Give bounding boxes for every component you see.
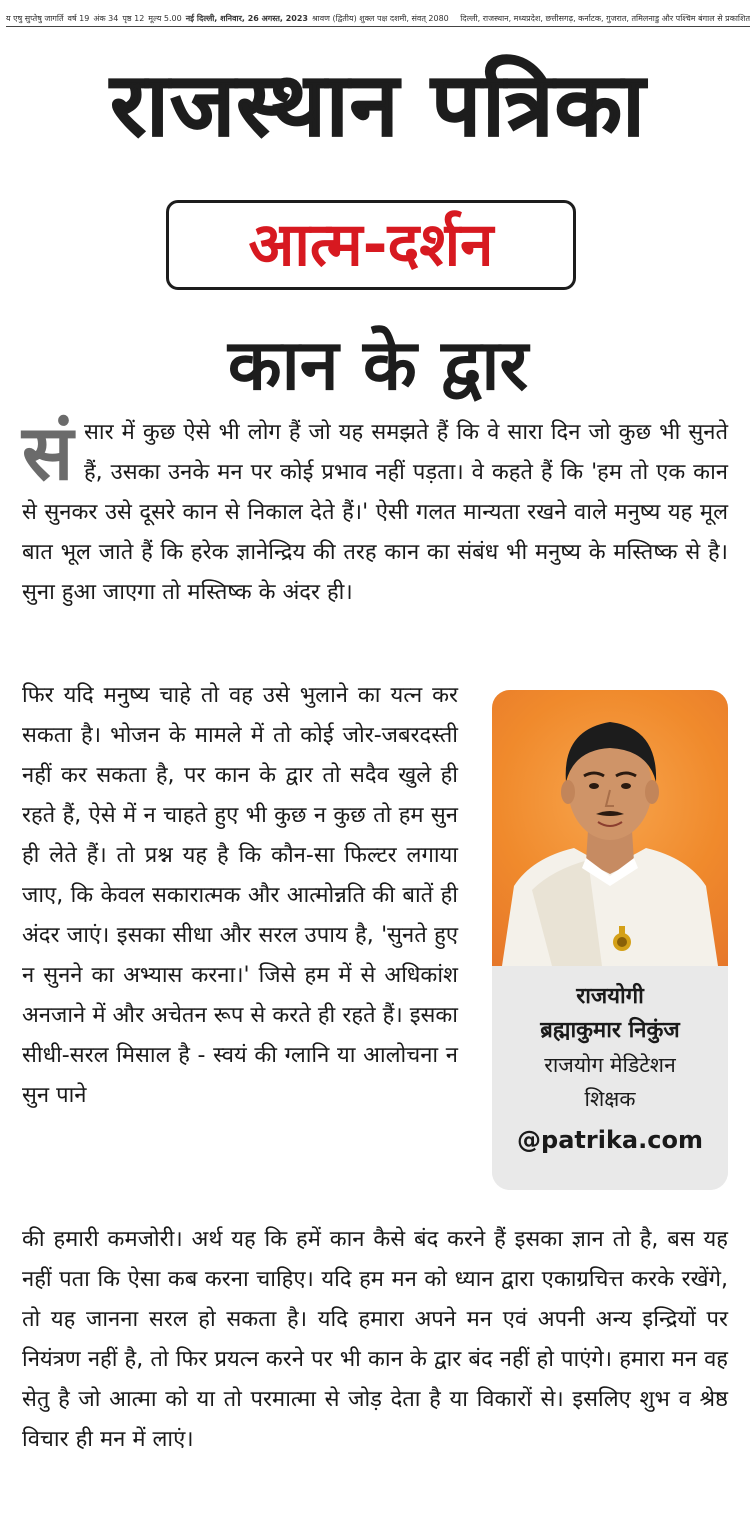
newspaper-masthead: राजस्थान पत्रिका bbox=[110, 53, 646, 156]
dateline-price: मूल्य 5.00 bbox=[148, 13, 182, 23]
author-info bbox=[492, 966, 728, 1190]
intro-paragraph: सार में कुछ ऐसे भी लोग हैं जो यह समझते हैं कि वे सारा दिन जो कुछ भी सुनते हैं, उसका उनके मन पर कोई प्रभाव नहीं पड़ता। वे कहते हैं कि 'हम तो एक कान से सुनकर उसे दूसरे कान से निकाल देते हैं।' ऐसी गलत मान्यता रखने वाले मनुष्य यह मूल बात भूल जाते हैं कि हरेक ज्ञानेन्द्रिय की तरह कान का संबंध भी मनुष्य के मस्तिष्क से है। सुना हुआ जाएगा तो मस्तिष्क के अंदर ही। bbox=[22, 420, 728, 605]
drop-cap: सं bbox=[22, 408, 74, 497]
dateline-issue: अंक 34 bbox=[93, 13, 119, 23]
dateline-calendar: श्रावण (द्वितीय) शुक्ल पक्ष दशमी, संवत् 2080 bbox=[312, 13, 449, 23]
author-portrait bbox=[492, 690, 728, 966]
author-name: ब्रह्माकुमार निकुंज bbox=[540, 1018, 680, 1043]
dateline-regions: दिल्ली, राजस्थान, मध्यप्रदेश, छत्तीसगढ़, कर्नाटक, गुजरात, तमिलनाडु और पश्चिम बंगाल से प्रकाशित bbox=[460, 13, 750, 23]
dateline bbox=[6, 10, 750, 27]
dateline-edition: य एषु सुप्तेषु जागर्ति bbox=[6, 13, 64, 23]
article-intro bbox=[22, 408, 728, 613]
article-headline: कान के द्वार bbox=[227, 324, 529, 406]
author-role: राजयोगी bbox=[576, 984, 644, 1009]
closing-paragraph: की हमारी कमजोरी। अर्थ यह कि हमें कान कैसे बंद करने हैं इसका ज्ञान तो है, बस यह नहीं पता कि ऐसा कब करना चाहिए। यदि हम मन को ध्यान द्वारा एकाग्रचित्त करके रखेंगे, तो यह जानना सरल हो सकता है। यदि हमारा अपने मन एवं अपनी अन्य इन्द्रियों पर नियंत्रण नहीं है, तो फिर प्रयत्न करने पर भी कान के द्वार बंद नहीं हो पाएंगे। हमारा मन वह सेतु है जो आत्मा को या तो परमात्मा से जोड़ देता है या विकारों से। इसलिए शुभ व श्रेष्ठ विचार ही मन में लाएं। bbox=[22, 1227, 728, 1452]
author-portrait-illustration bbox=[492, 690, 728, 966]
author-card bbox=[492, 690, 728, 1190]
middle-paragraph: फिर यदि मनुष्य चाहे तो वह उसे भुलाने का यत्न कर सकता है। भोजन के मामले में तो कोई जोर-जबरदस्ती नहीं कर सकता है, पर कान के द्वार तो सदैव खुले ही रहते हैं, ऐसे में न चाहते हुए भी कुछ न कुछ तो हम सुन ही लेते हैं। तो प्रश्न यह है कि कौन-सा फिल्टर लगाया जाए, कि केवल सकारात्मक और आत्मोन्नति की बातें ही अंदर जाएं। इसका सीधा और सरल उपाय है, 'सुनते हुए न सुनने का अभ्यास करना।' जिसे हम में से अधिकांश अनजाने में और अचेतन रूप से करते ही रहते हैं। इसका सीधी-सरल मिसाल है - स्वयं की ग्लानि या आलोचना न सुन पाने bbox=[22, 683, 458, 1108]
column-title-box bbox=[166, 200, 576, 290]
dateline-year: वर्ष 19 bbox=[67, 13, 90, 23]
author-title-line2: शिक्षक bbox=[584, 1087, 636, 1111]
author-handle: @patrika.com bbox=[517, 1126, 703, 1154]
column-title: आत्म-दर्शन bbox=[248, 210, 494, 280]
dateline-pages: पृष्ठ 12 bbox=[122, 13, 145, 23]
dateline-date: नई दिल्ली, शनिवार, 26 अगस्त, 2023 bbox=[185, 13, 308, 23]
author-title-line1: राजयोग मेडिटेशन bbox=[544, 1053, 676, 1077]
